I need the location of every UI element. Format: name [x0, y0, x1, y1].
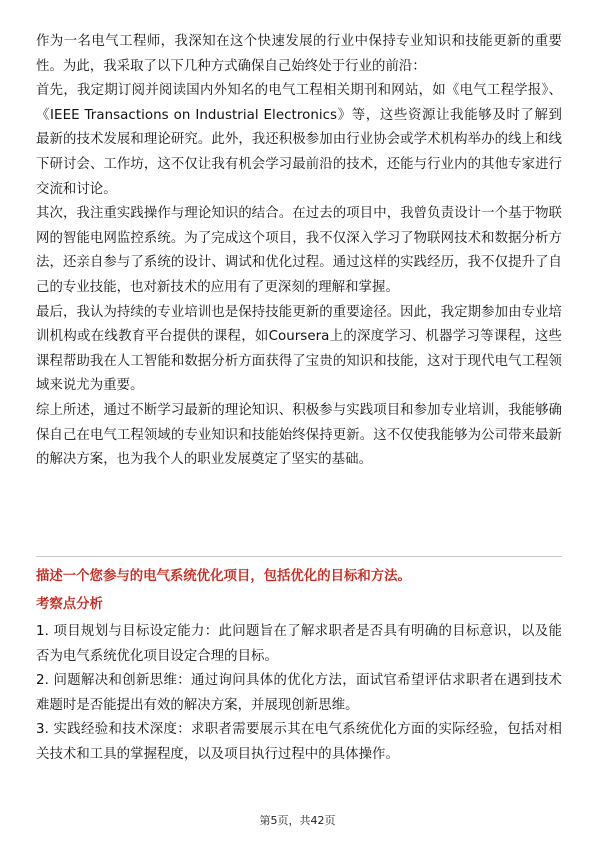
analysis-item-1: 1. 项目规划与目标设定能力：此问题旨在了解求职者是否具有明确的目标意识，以及能否为电气系统优化项目设定合理的目标。: [36, 624, 562, 664]
question-heading: 描述一个您参与的电气系统优化项目，包括优化的目标和方法。: [36, 569, 411, 584]
body-paragraph-4: 最后，我认为持续的专业培训也是保持技能更新的重要途径。因此，我定期参加由专业培训机构或在线教育平台提供的课程，如Coursera上的深度学习、机器学习等课程，这些课程帮助我在人工智能和数据分析方面获得了宝贵的知识和技能，这对于现代电气工程领域来说尤为重要。: [36, 304, 562, 394]
body-paragraph-2: 首先，我定期订阅并阅读国内外知名的电气工程相关期刊和网站，如《电气工程学报》、《IEEE Transactions on Industrial Electronics》等，这些资源让我能够及时了解到最新的技术发展和理论研究。此外，我还积极参加由行业协会或学术机构举办的线上和线下研讨会、工作坊，这不仅让我有机会学习最前沿的技术，还能与行业内的其他专家进行交流和讨论。: [36, 83, 562, 197]
analysis-title: 考察点分析: [36, 597, 103, 612]
body-paragraph-1: 作为一名电气工程师，我深知在这个快速发展的行业中保持专业知识和技能更新的重要性。为此，我采取了以下几种方式确保自己始终处于行业的前沿：: [36, 34, 562, 74]
body-paragraph-3: 其次，我注重实践操作与理论知识的结合。在过去的项目中，我曾负责设计一个基于物联网的智能电网监控系统。为了完成这个项目，我不仅深入学习了物联网技术和数据分析方法，还亲自参与了系统的设计、调试和优化过程。通过这样的实践经历，我不仅提升了自己的专业技能，也对新技术的应用有了更深刻的理解和掌握。: [36, 206, 562, 295]
body-paragraph-5: 综上所述，通过不断学习最新的理论知识、积极参与实践项目和参加专业培训，我能够确保自己在电气工程领域的专业知识和技能始终保持更新。这不仅使我能够为公司带来最新的解决方案，也为我个人的职业发展奠定了坚实的基础。: [36, 402, 562, 468]
analysis-list: [36, 620, 562, 768]
section-divider: [36, 556, 562, 557]
answer-body: [36, 30, 562, 473]
page-number: 第5页，共42页: [259, 814, 336, 827]
analysis-item-2: 2. 问题解决和创新思维：通过询问具体的优化方法，面试官希望评估求职者在遇到技术难题时是否能提出有效的解决方案，并展现创新思维。: [36, 673, 562, 713]
analysis-item-3: 3. 实践经验和技术深度：求职者需要展示其在电气系统优化方面的实际经验，包括对相关技术和工具的掌握程度，以及项目执行过程中的具体操作。: [36, 722, 562, 762]
